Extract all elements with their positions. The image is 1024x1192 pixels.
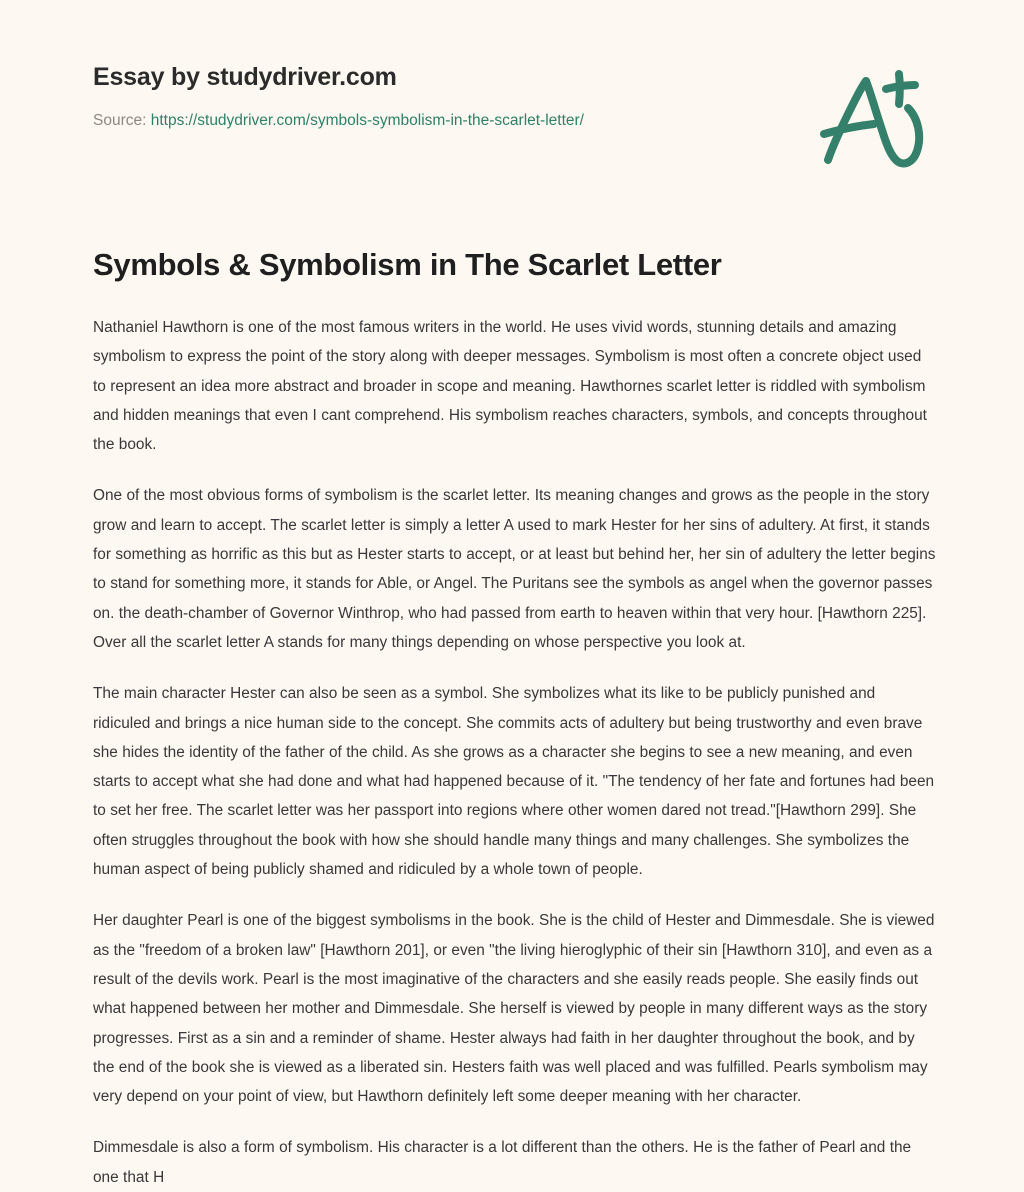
body-paragraph: The main character Hester can also be seen as a symbol. She symbolizes what its like to be publicly punished and ridiculed and brings a nice human side to the concept. She commits acts of adultery but being trustworthy and even brave she hides the identity of the father of the child. As she grows as a character she begins to see a new meaning, and even starts to accept what she had done and what had happened because of it. "The tendency of her fate and fortunes had been to set her free. The scarlet letter was her passport into regions where other women dared not tread."[Hawthorn 299]. She often struggles throughout the book with how she should handle many things and many challenges. She symbolizes the human aspect of being publicly shamed and ridiculed by a whole town of people. xyxy=(93,685,935,879)
studydriver-a-plus-logo xyxy=(812,64,932,170)
body-paragraph: Dimmesdale is also a form of symbolism. His character is a lot different than the others. He is the father of Pearl and the one that H xyxy=(93,1139,912,1186)
body-paragraph: Nathaniel Hawthorn is one of the most famous writers in the world. He uses vivid words, stunning details and amazing symbolism to express the point of the story along with deeper messages. Symbolism is most often a concrete object used to represent an idea more abstract and broader in scope and meaning. Hawthornes scarlet letter is riddled with symbolism and hidden meanings that even I cant comprehend. His symbolism reaches characters, symbols, and concepts throughout the book. xyxy=(93,319,927,454)
byline: Essay by studydriver.com xyxy=(93,63,397,91)
source-label: Source: xyxy=(93,112,147,129)
source-line xyxy=(93,111,931,132)
page-title: Symbols & Symbolism in The Scarlet Letter xyxy=(93,247,722,282)
a-plus-icon xyxy=(812,64,932,170)
body-paragraph: Her daughter Pearl is one of the biggest symbolisms in the book. She is the child of Hester and Dimmesdale. She is viewed as the "freedom of a broken law" [Hawthorn 201], or even "the living hieroglyphic of their sin [Hawthorn 310], and even as a result of the devils work. Pearl is the most imaginative of the characters and she easily reads people. She easily finds out what happened between her mother and Dimmesdale. She herself is viewed by people in many different ways as the story progresses. First as a sin and a reminder of shame. Hester always had faith in her daughter throughout the book, and by the end of the book she is viewed as a liberated sin. Hesters faith was well placed and was fulfilled. Pearls symbolism may very depend on your point of view, but Hawthorn definitely left some deeper meaning with her character. xyxy=(93,912,935,1106)
page-header xyxy=(93,62,931,132)
body-paragraph: One of the most obvious forms of symbolism is the scarlet letter. Its meaning changes and grows as the people in the story grow and learn to accept. The scarlet letter is simply a letter A used to mark Hester for her sins of adultery. At first, it stands for something as horrific as this but as Hester starts to accept, or at least but behind her, her sin of adultery the letter begins to stand for something more, it stands for Able, or Angel. The Puritans see the symbols as angel when the governor passes on. the death-chamber of Governor Winthrop, who had passed from earth to heaven within that very hour. [Hawthorn 225]. Over all the scarlet letter A stands for many things depending on whose perspective you look at. xyxy=(93,487,936,651)
essay-body xyxy=(93,313,936,1186)
source-url-link[interactable]: https://studydriver.com/symbols-symbolism-in-the-scarlet-letter/ xyxy=(150,112,584,129)
